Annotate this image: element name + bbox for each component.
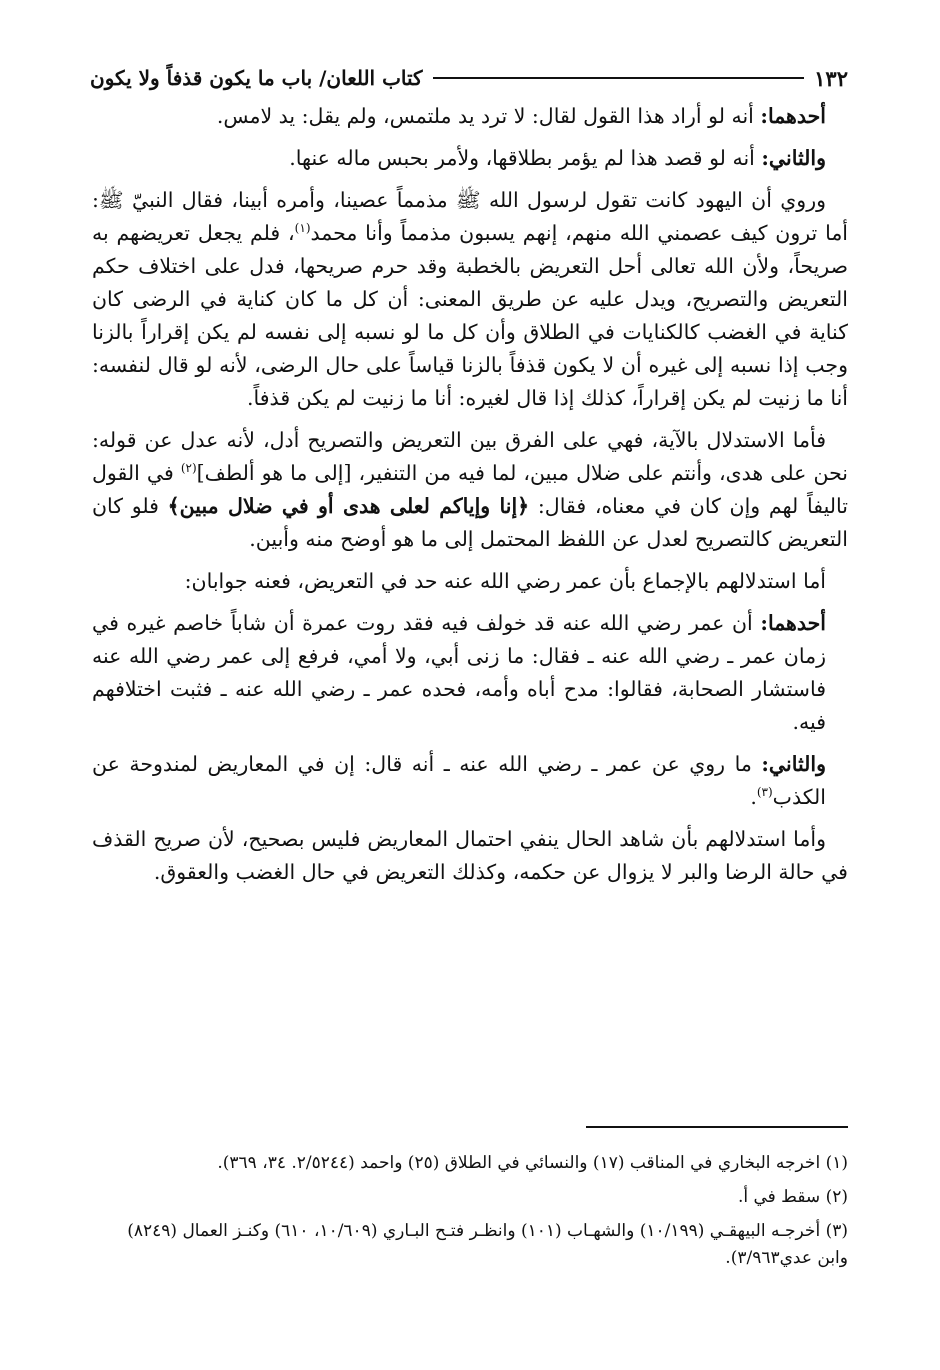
text-verse-c: فلو كان التعريض كالتصريح لعدل عن اللفظ المحتمل إلى ما هو أوضح منه وأبين. <box>92 494 848 551</box>
paragraph-jews-report <box>92 184 848 415</box>
text-umar-second: ما روي عن عمر ـ رضي الله عنه ـ أنه قال: إن في المعاريض لمندوحة عن الكذب <box>92 752 826 809</box>
paragraph-consensus <box>92 565 848 598</box>
paragraph-umar-second <box>92 748 848 814</box>
label-first: أحدهما: <box>760 104 826 128</box>
footnote-ref-2[interactable]: (٢) <box>180 461 197 476</box>
quran-quote: ﴿إنا وإياكم لعلى هدى أو في ضلال مبين﴾ <box>167 494 530 518</box>
label-first-umar: أحدهما: <box>760 611 826 635</box>
paragraph-umar-first <box>92 607 848 739</box>
label-second-umar: والثاني: <box>761 752 826 776</box>
text-consensus: أما استدلالهم بالإجماع بأن عمر رضي الله عنه حد في التعريض، فعنه جوابان: <box>184 569 826 593</box>
text-umar-end: . <box>750 785 757 809</box>
footnote-text: اخرجه البخاري في المناقب (١٧) والنسائي في الطلاق (٢٥) واحمد (٢/٥٢٤٤. ٣٤، ٣٦٩). <box>217 1153 821 1173</box>
paragraph-verse-argument <box>92 424 848 556</box>
footnote-text: أخرجـه البيهقـي (١٠/١٩٩) والشهـاب (١٠١) وانظـر فتـح البـاري (١٠/٦٠٩، ٦١٠) وكنـز العمال (٨٢٤٩) وابن عدي٣/٩٦٣). <box>127 1221 848 1268</box>
paragraph-circumstance <box>92 823 848 889</box>
footnote-separator <box>586 1126 848 1128</box>
footnote-1 <box>92 1150 848 1177</box>
text-second: أنه لو قصد هذا لم يؤمر بطلاقها، ولأمر بحبس ماله عنها. <box>289 146 762 170</box>
footnote-3 <box>92 1218 848 1272</box>
text-jews-b: ، فلم يجعل تعريضهم به صريحاً، ولأن الله تعالى أحل التعريض بالخطبة وقد حرم صريحها، فدل على اختلاف حكم التعريض والتصريح، ويدل عليه عن طريق المعنى: أن كل ما كان كناية في الرضى كان كناية في الغضب كالكنايات في الطلاق وأن كل ما لو نسبه إلى نفسه لم يكن إقراراً بالزنا وجب إذا نسبه إلى غيره أن لا يكون قذفاً بالزنا قياساً على حال الرضى، لأنه لو قال لنفسه: أنا ما زنيت لم يكن إقراراً، كذلك إذا قال لغيره: أنا ما زنيت لم يكن قذفاً. <box>92 221 848 410</box>
label-second: والثاني: <box>761 146 826 170</box>
running-header <box>90 58 848 98</box>
footnote-ref-3[interactable]: (٣) <box>756 785 773 800</box>
text-jews-a: وروي أن اليهود كانت تقول لرسول الله ﷺ مذمماً عصينا، وأمره أبينا، فقال النبيّ ﷺ: أما ترون كيف عصمني الله منهم، إنهم يسبون مذمماً وأنا محمد <box>92 188 848 245</box>
footnote-text: سقط في أ. <box>737 1187 821 1207</box>
header-rule <box>433 77 805 79</box>
text-first: أنه لو أراد هذا القول لقال: لا ترد يد ملتمس، ولم يقل: يد لامس. <box>216 104 761 128</box>
text-circumstance: وأما استدلالهم بأن شاهد الحال ينفي احتمال المعاريض فليس بصحيح، لأن صريح القذف في حالة الرضا والبر لا يزوال عن حكمه، وكذلك التعريض في حال الغضب والعقوق. <box>92 827 848 884</box>
header-title: كتاب اللعان/ باب ما يكون قذفاً ولا يكون <box>90 66 423 90</box>
paragraph-first-answer <box>92 100 848 133</box>
text-verse-b: في القول تاليفاً لهم وإن كان في معناه، فقال: <box>92 461 848 518</box>
text-verse-a: فأما الاستدلال بالآية، فهي على الفرق بين التعريض والتصريح أدل، لأنه عدل عن قوله: نحن على هدى، وأنتم على ضلال مبين، لما فيه من التنفير، [إلى ما هو ألطف] <box>92 428 849 485</box>
footnote-2 <box>92 1184 848 1211</box>
footnotes <box>92 1150 848 1279</box>
footnote-number: (٣) <box>825 1221 848 1241</box>
main-text <box>92 100 848 898</box>
paragraph-second-answer <box>92 142 848 175</box>
footnote-number: (٢) <box>825 1187 848 1207</box>
footnote-number: (١) <box>825 1153 848 1173</box>
page-number: ١٣٢ <box>814 65 848 91</box>
footnote-ref-1[interactable]: (١) <box>294 221 311 236</box>
text-umar-first: أن عمر رضي الله عنه قد خولف فيه فقد روت عمرة أن شاباً خاصم غيره في زمان عمر ـ رضي الله عنه ـ فقال: ما زنى أبي، ولا أمي، فرفع إلى عمر رضي الله عنه فاستشار الصحابة، فقالوا: مدح أباه وأمه، فحده عمر ـ رضي الله عنه ـ فثبت اختلافهم فيه. <box>92 611 826 734</box>
